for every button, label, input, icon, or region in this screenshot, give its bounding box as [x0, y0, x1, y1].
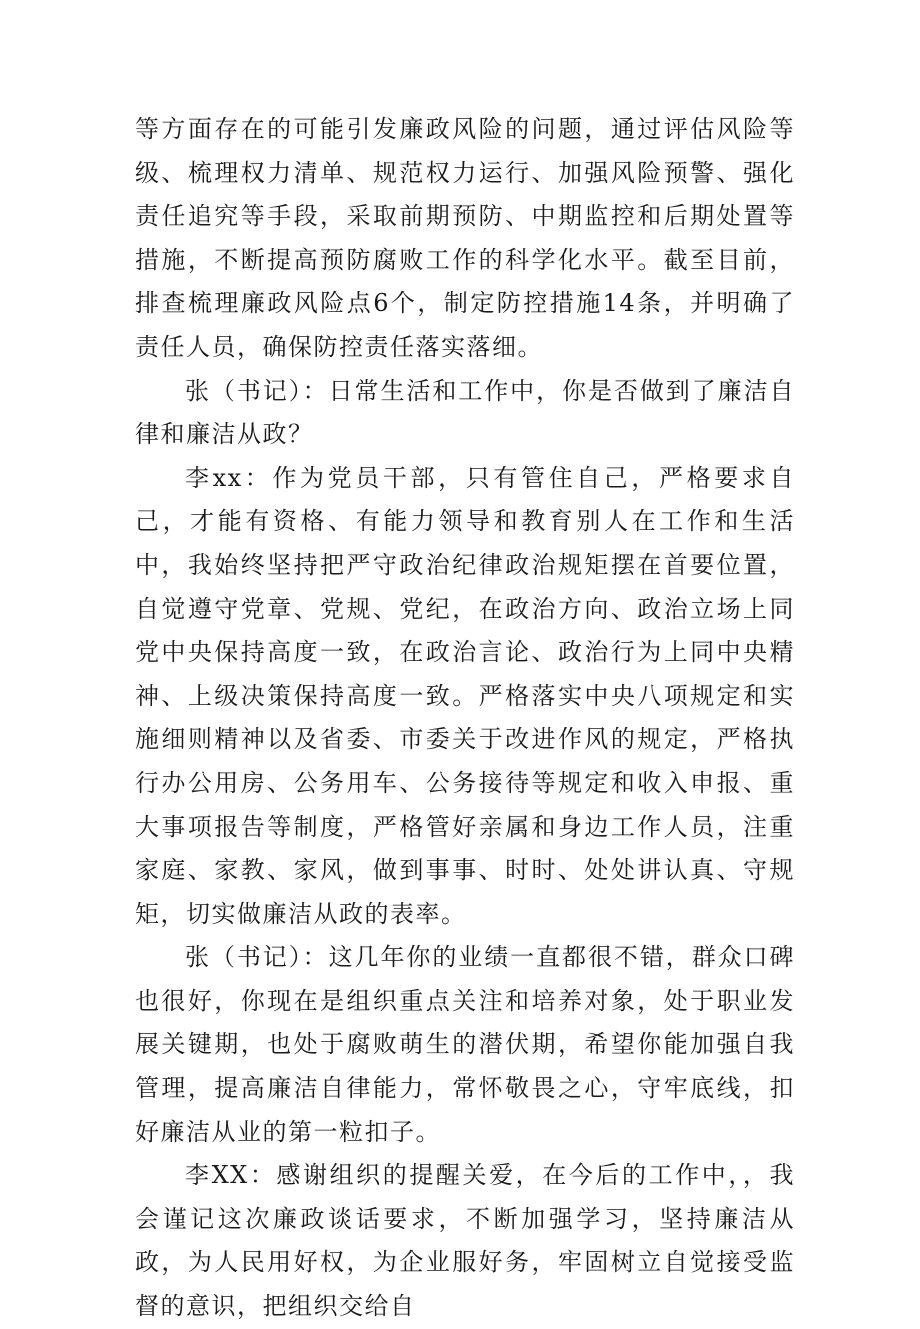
paragraph-answer-1: 李xx：作为党员干部，只有管住自己，严格要求自己，才能有资格、有能力领导和教育别人在工作和生活中，我始终坚持把严守政治纪律政治规矩摆在首要位置，自觉遵守党章、党规、党纪，在政治方向、政治立场上同党中央保持高度一致，在政治言论、政治行为上同中央精神、上级决策保持高度一致。严格落实中央八项规定和实施细则精神以及省委、市委关于改进作风的规定，严格执行办公用房、公务用车、公务接待等规定和收入申报、重大事项报告等制度，严格管好亲属和身边工作人员，注重家庭、家教、家风，做到事事、时时、处处讲认真、守规矩，切实做廉洁从政的表率。 [135, 463, 795, 928]
paragraph-question-1: 张（书记）：日常生活和工作中，你是否做到了廉洁自律和廉洁从政？ [135, 376, 795, 449]
document-page [135, 108, 795, 1329]
paragraph-answer-2: 李XX：感谢组织的提醒关爱，在今后的工作中，，我会谨记这次廉政谈话要求，不断加强学习，坚持廉洁从政，为人民用好权，为企业服好务，牢固树立自觉接受监督的意识，把组织交给自 [135, 1161, 795, 1321]
paragraph-question-2: 张（书记）：这几年你的业绩一直都很不错，群众口碑也很好，你现在是组织重点关注和培养对象，处于职业发展关键期，也处于腐败萌生的潜伏期，希望你能加强自我管理，提高廉洁自律能力，常怀敬畏之心，守牢底线，扣好廉洁从业的第一粒扣子。 [135, 943, 795, 1146]
paragraph-continuation: 等方面存在的可能引发廉政风险的问题，通过评估风险等级、梳理权力清单、规范权力运行、加强风险预警、强化责任追究等手段，采取前期预防、中期监控和后期处置等措施，不断提高预防腐败工作的科学化水平。截至目前，排查梳理廉政风险点6个，制定防控措施14条，并明确了责任人员，确保防控责任落实落细。 [135, 115, 795, 361]
